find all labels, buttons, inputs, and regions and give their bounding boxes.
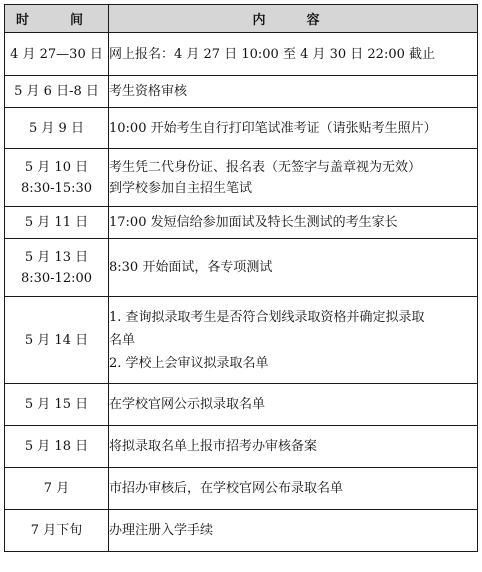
row-time <box>5 108 109 149</box>
table-row <box>5 108 478 149</box>
row-content-line: 到学校参加自主招生笔试 <box>109 180 253 196</box>
row-content-line: 8:30 开始面试，各专项测试 <box>109 260 273 275</box>
row-time-line: 5 月 10 日 <box>24 159 89 175</box>
row-time-line: 5 月 18 日 <box>24 439 89 454</box>
table-row <box>5 384 478 426</box>
row-content <box>109 239 478 297</box>
table-row <box>5 426 478 468</box>
row-content-line: 市招办审核后，在学校官网公布录取名单 <box>109 481 344 496</box>
row-time-line: 8:30-12:00 <box>20 270 93 286</box>
row-content-line: 1. 查询拟录取考生是否符合划线录取资格并确定拟录取 <box>109 309 425 325</box>
row-content-line: 考生资格审核 <box>109 84 188 99</box>
row-time <box>5 297 109 384</box>
row-content-line: 在学校官网公示拟录取名单 <box>109 397 266 412</box>
table-row <box>5 468 478 510</box>
row-content <box>109 384 478 426</box>
row-time-line: 7 月 <box>43 481 70 496</box>
row-time <box>5 149 109 207</box>
table-row <box>5 510 478 552</box>
table-row <box>5 207 478 239</box>
header-time: 时 间 <box>5 5 109 33</box>
row-time-line: 8:30-15:30 <box>20 180 93 196</box>
table-header-row <box>5 5 478 33</box>
row-time-line: 5 月 15 日 <box>24 397 89 412</box>
row-content <box>109 510 478 552</box>
row-content-line: 网上报名：4 月 27 日 10:00 至 4 月 30 日 22:00 截止 <box>109 46 436 62</box>
row-time <box>5 207 109 239</box>
row-content-line: 将拟录取名单上报市招考办审核备案 <box>109 439 318 454</box>
row-content <box>109 207 478 239</box>
row-time <box>5 33 109 76</box>
row-content-line: 2. 学校上会审议拟录取名单 <box>109 355 269 371</box>
row-time-line: 5 月 9 日 <box>29 120 84 136</box>
row-content-line: 17:00 发短信给参加面试及特长生测试的考生家长 <box>109 215 398 230</box>
row-content-line: 名单 <box>109 332 136 348</box>
table-row <box>5 76 478 108</box>
row-content <box>109 149 478 207</box>
row-time-line: 4 月 27—30 日 <box>10 46 103 62</box>
table-row <box>5 149 478 207</box>
row-time-line: 5 月 14 日 <box>24 332 89 348</box>
row-time <box>5 468 109 510</box>
row-time-line: 5 月 13 日 <box>24 249 89 265</box>
schedule-table <box>4 4 478 552</box>
row-content-line: 考生凭二代身份证、报名表（无签字与盖章视为无效） <box>109 159 422 175</box>
row-content <box>109 33 478 76</box>
row-time-line: 7 月下旬 <box>30 523 83 538</box>
row-time <box>5 239 109 297</box>
row-time-line: 5 月 6 日-8 日 <box>14 84 99 99</box>
header-content: 内 容 <box>109 5 478 33</box>
row-time-line: 5 月 11 日 <box>24 215 89 230</box>
row-content-line: 办理注册入学手续 <box>109 523 214 538</box>
row-time <box>5 426 109 468</box>
row-time <box>5 510 109 552</box>
row-content <box>109 468 478 510</box>
table-row <box>5 33 478 76</box>
row-content <box>109 297 478 384</box>
row-content-line: 10:00 开始考生自行打印笔试准考证（请张贴考生照片） <box>109 120 437 136</box>
row-content <box>109 76 478 108</box>
row-time <box>5 76 109 108</box>
table-row <box>5 239 478 297</box>
row-content <box>109 108 478 149</box>
row-content <box>109 426 478 468</box>
table-row <box>5 297 478 384</box>
row-time <box>5 384 109 426</box>
